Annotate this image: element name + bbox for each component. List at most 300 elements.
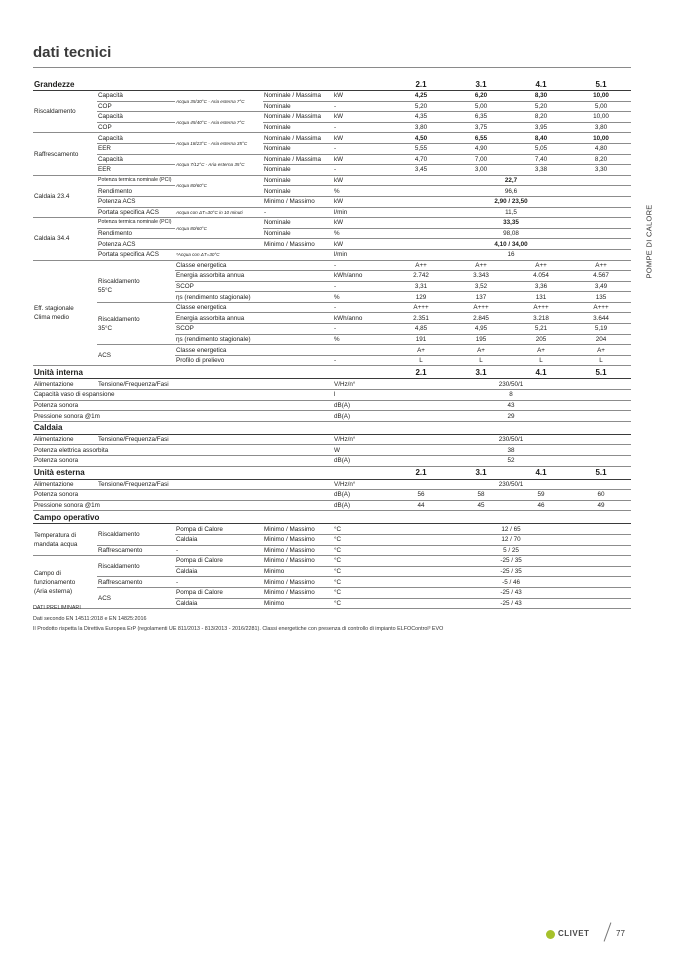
mode-label: Nominale xyxy=(263,228,333,239)
value-cell: 2.351 xyxy=(391,313,451,324)
sub-group-label xyxy=(97,302,175,344)
value-cell: A+ xyxy=(391,345,451,356)
value-cell: 3.218 xyxy=(511,313,571,324)
value-cell: 46 xyxy=(511,500,571,511)
param-label: COP xyxy=(97,101,175,112)
value-cell: 4,10 / 34,00 xyxy=(391,239,631,250)
value-cell: A++ xyxy=(511,260,571,271)
value-cell: 4,80 xyxy=(571,143,631,154)
table-row xyxy=(33,379,631,390)
unit-label: - xyxy=(333,143,391,154)
value-cell: 49 xyxy=(571,500,631,511)
value-cell: 5,00 xyxy=(451,101,511,112)
mode-label: Nominale / Massima xyxy=(263,112,333,123)
mode-label: Minimo / Massimo xyxy=(263,587,333,598)
value-cell: 3,80 xyxy=(391,122,451,133)
table-row xyxy=(33,186,631,197)
sub-label-line: Riscaldamento xyxy=(98,278,140,286)
mode-label: Nominale xyxy=(263,218,333,229)
unit-label: kW xyxy=(333,112,391,123)
table-row xyxy=(33,175,631,186)
value-cell: 3,75 xyxy=(451,122,511,133)
value-cell: -25 / 43 xyxy=(391,587,631,598)
value-cell: 131 xyxy=(511,292,571,303)
unit-label: - xyxy=(333,122,391,133)
table-row xyxy=(33,479,631,490)
table-row xyxy=(33,122,631,133)
value-cell: 44 xyxy=(391,500,451,511)
model-header: 5.1 xyxy=(571,366,631,379)
model-header: 3.1 xyxy=(451,466,511,479)
param-label: Caldaia xyxy=(175,566,263,577)
value-cell: 191 xyxy=(391,334,451,345)
value-cell: 4,85 xyxy=(391,324,451,335)
value-cell: 12 / 70 xyxy=(391,534,631,545)
test-condition: Acqua 35/30°C - Aria esterna 7°C xyxy=(175,91,263,112)
group-label-line: Clima medio xyxy=(34,313,69,321)
table-row xyxy=(33,112,631,123)
param-label: Tensione/Frequenza/Fasi xyxy=(97,434,333,445)
unit-label: V/Hz/n° xyxy=(333,434,391,445)
value-cell: 4,95 xyxy=(451,324,511,335)
value-cell: 10,00 xyxy=(571,91,631,102)
footnote: Dati secondo EN 14511:2018 e EN 14825:2016 xyxy=(33,615,147,622)
value-cell: 33,35 xyxy=(391,218,631,229)
footnote: Il Prodotto rispetta la Direttiva Europea ErP (regolamenti UE 811/2013 - 813/2013 - 2016/2281). Classi energetiche con presenza di controllo di impianto ELFOControl³ EVO xyxy=(33,626,444,632)
unit-label: °C xyxy=(333,587,391,598)
param-label: - xyxy=(175,577,263,588)
value-cell: 8,40 xyxy=(511,133,571,144)
row-group-label: Riscaldamento xyxy=(33,91,97,133)
param-label: ηs (rendimento stagionale) xyxy=(175,334,263,345)
param-label: Profilo di prelievo xyxy=(175,355,263,366)
value-cell: 58 xyxy=(451,490,511,501)
param-label: Tensione/Frequenza/Fasi xyxy=(97,379,333,390)
value-cell: 8 xyxy=(391,390,631,401)
param-label: Pressione sonora @1m xyxy=(33,500,333,511)
unit-label: °C xyxy=(333,566,391,577)
unit-label: kWh/anno xyxy=(333,271,391,282)
sub-group-label: Riscaldamento xyxy=(97,524,175,545)
table-header-row xyxy=(33,366,631,379)
value-cell: 60 xyxy=(571,490,631,501)
sub-group-label: Riscaldamento xyxy=(97,556,175,577)
param-label: Alimentazione xyxy=(33,434,97,445)
value-cell: 205 xyxy=(511,334,571,345)
test-condition: Acqua 18/23°C - Aria esterna 35°C xyxy=(175,133,263,154)
value-cell: 38 xyxy=(391,445,631,456)
sub-label-line: 55°C xyxy=(98,287,113,295)
spec-table xyxy=(33,78,631,609)
test-condition: Acqua 45/40°C - Aria esterna 7°C xyxy=(175,112,263,133)
table-row xyxy=(33,196,631,207)
unit-label: kW xyxy=(333,239,391,250)
value-cell: 135 xyxy=(571,292,631,303)
param-label: Rendimento xyxy=(97,228,175,239)
param-label: EER xyxy=(97,143,175,154)
value-cell: 3,52 xyxy=(451,281,511,292)
value-cell: 96,6 xyxy=(391,186,631,197)
unit-label: % xyxy=(333,186,391,197)
value-cell: 2,90 / 23,50 xyxy=(391,196,631,207)
value-cell: 59 xyxy=(511,490,571,501)
group-label-line: Eff. stagionale xyxy=(34,304,74,312)
mode-label: Minimo / Massimo xyxy=(263,239,333,250)
table-row xyxy=(33,165,631,176)
table-row xyxy=(33,260,631,271)
value-cell: A++ xyxy=(391,260,451,271)
value-cell: 4,50 xyxy=(391,133,451,144)
unit-label: °C xyxy=(333,524,391,535)
page-number: 77 xyxy=(616,929,625,938)
model-header: 5.1 xyxy=(571,78,631,91)
value-cell: 5,00 xyxy=(571,101,631,112)
group-label-line: (Aria esterna) xyxy=(34,587,73,595)
param-label: Energia assorbita annua xyxy=(175,313,263,324)
param-label: - xyxy=(175,545,263,556)
param-label: EER xyxy=(97,165,175,176)
sub-group-label: ACS xyxy=(97,345,175,366)
row-group-label: Raffrescamento xyxy=(33,133,97,175)
table-row xyxy=(33,434,631,445)
value-cell: 56 xyxy=(391,490,451,501)
value-cell: 3,45 xyxy=(391,165,451,176)
model-header: 2.1 xyxy=(391,466,451,479)
unit-label: V/Hz/n° xyxy=(333,479,391,490)
value-cell: A++ xyxy=(451,260,511,271)
value-cell: 204 xyxy=(571,334,631,345)
table-header-row xyxy=(33,421,631,434)
table-header-row xyxy=(33,511,631,524)
section-side-label: POMPE DI CALORE xyxy=(644,204,654,279)
empty-cell xyxy=(175,239,263,250)
value-cell: 6,20 xyxy=(451,91,511,102)
empty-cell xyxy=(263,324,333,335)
mode-label: Minimo / Massimo xyxy=(263,545,333,556)
param-label: Capacità xyxy=(97,154,175,165)
row-group-label xyxy=(33,260,97,366)
table-row xyxy=(33,400,631,411)
table-row xyxy=(33,500,631,511)
param-label: SCOP xyxy=(175,281,263,292)
group-label-line: Temperatura di xyxy=(34,531,76,539)
unit-label: kW xyxy=(333,175,391,186)
model-header: 3.1 xyxy=(451,366,511,379)
value-cell: 3,00 xyxy=(451,165,511,176)
table-row xyxy=(33,411,631,422)
section-heading: Caldaia xyxy=(33,421,631,434)
value-cell: 12 / 65 xyxy=(391,524,631,535)
unit-label: - xyxy=(333,101,391,112)
param-label: Classe energetica xyxy=(175,345,263,356)
value-cell: 52 xyxy=(391,456,631,467)
mode-label: Minimo / Massimo xyxy=(263,524,333,535)
value-cell: 7,00 xyxy=(451,154,511,165)
model-header: 4.1 xyxy=(511,366,571,379)
value-cell: 5,21 xyxy=(511,324,571,335)
table-row xyxy=(33,587,631,598)
group-label-line: Campo di xyxy=(34,569,61,577)
unit-label: l/min xyxy=(333,249,391,260)
unit-label: - xyxy=(333,355,391,366)
value-cell: A++ xyxy=(571,260,631,271)
value-cell: 7,40 xyxy=(511,154,571,165)
unit-label: V/Hz/n° xyxy=(333,379,391,390)
value-cell: 8,30 xyxy=(511,91,571,102)
model-header: 2.1 xyxy=(391,366,451,379)
unit-label: kW xyxy=(333,218,391,229)
value-cell: 6,35 xyxy=(451,112,511,123)
table-row xyxy=(33,556,631,567)
unit-label: dB(A) xyxy=(333,490,391,501)
model-header: 3.1 xyxy=(451,78,511,91)
value-cell: -25 / 43 xyxy=(391,598,631,609)
param-label: Rendimento xyxy=(97,186,175,197)
unit-label: - xyxy=(333,302,391,313)
value-cell: 3.644 xyxy=(571,313,631,324)
unit-label: °C xyxy=(333,577,391,588)
param-label: Pompa di Calore xyxy=(175,524,263,535)
test-condition: Acqua 7/12°C - Aria esterna 35°C xyxy=(175,154,263,175)
section-heading: Unità esterna xyxy=(33,466,391,479)
empty-cell xyxy=(263,271,333,282)
unit-label: % xyxy=(333,334,391,345)
param-label: Potenza ACS xyxy=(97,239,175,250)
unit-label: °C xyxy=(333,534,391,545)
test-condition: Acqua 80/60°C xyxy=(175,175,263,196)
empty-cell xyxy=(175,196,263,207)
param-label: Capacità vaso di espansione xyxy=(33,390,333,401)
value-cell: 230/50/1 xyxy=(391,379,631,390)
unit-label: kW xyxy=(333,154,391,165)
value-cell: 3,80 xyxy=(571,122,631,133)
model-header: 4.1 xyxy=(511,466,571,479)
table-row xyxy=(33,133,631,144)
value-cell: 98,08 xyxy=(391,228,631,239)
footnote: DATI PRELIMINARI xyxy=(33,605,81,611)
table-row xyxy=(33,390,631,401)
table-row xyxy=(33,302,631,313)
test-condition: Acqua 80/60°C xyxy=(175,218,263,239)
param-label: Potenza termica nominale (PCI) xyxy=(97,175,175,186)
mode-label: Minimo / Massimo xyxy=(263,196,333,207)
table-row xyxy=(33,218,631,229)
table-row xyxy=(33,271,631,282)
unit-label: kWh/anno xyxy=(333,313,391,324)
value-cell: A+ xyxy=(511,345,571,356)
empty-cell xyxy=(263,334,333,345)
unit-label: kW xyxy=(333,133,391,144)
value-cell: 4,35 xyxy=(391,112,451,123)
empty-cell xyxy=(263,260,333,271)
mode-label: Minimo / Massimo xyxy=(263,577,333,588)
mode-label: Nominale xyxy=(263,165,333,176)
value-cell: A+++ xyxy=(511,302,571,313)
mode-label: Nominale / Massima xyxy=(263,91,333,102)
value-cell: 2.742 xyxy=(391,271,451,282)
row-group-label: Caldaia 23.4 xyxy=(33,175,97,217)
table-row xyxy=(33,249,631,260)
value-cell: 16 xyxy=(391,249,631,260)
value-cell: L xyxy=(511,355,571,366)
value-cell: A+++ xyxy=(571,302,631,313)
value-cell: 43 xyxy=(391,400,631,411)
param-label: Capacità xyxy=(97,133,175,144)
param-label: Potenza sonora xyxy=(33,456,333,467)
value-cell: 10,00 xyxy=(571,112,631,123)
section-heading: Campo operativo xyxy=(33,511,631,524)
value-cell: 6,55 xyxy=(451,133,511,144)
empty-cell xyxy=(263,281,333,292)
value-cell: 5,20 xyxy=(391,101,451,112)
test-condition: Acqua con ΔT=30°C in 10 minuti xyxy=(175,207,263,218)
row-group-label: Caldaia 34.4 xyxy=(33,218,97,260)
value-cell: 22,7 xyxy=(391,175,631,186)
table-row xyxy=(33,545,631,556)
value-cell: -5 / 46 xyxy=(391,577,631,588)
logo-wordmark: CLIVET xyxy=(558,929,590,938)
unit-label: dB(A) xyxy=(333,456,391,467)
param-label: Portata specifica ACS xyxy=(97,207,175,218)
value-cell: 8,20 xyxy=(511,112,571,123)
param-label: Capacità xyxy=(97,91,175,102)
param-label: Classe energetica xyxy=(175,260,263,271)
mode-label: - xyxy=(263,207,333,218)
param-label: Alimentazione xyxy=(33,379,97,390)
empty-cell xyxy=(333,345,391,356)
value-cell: A+ xyxy=(571,345,631,356)
table-row xyxy=(33,445,631,456)
param-label: Potenza ACS xyxy=(97,196,175,207)
mode-label: Minimo xyxy=(263,566,333,577)
empty-cell xyxy=(263,313,333,324)
logo-mark-icon xyxy=(546,930,555,939)
param-label: SCOP xyxy=(175,324,263,335)
empty-cell xyxy=(263,302,333,313)
value-cell: L xyxy=(391,355,451,366)
empty-cell xyxy=(97,260,175,271)
value-cell: A+++ xyxy=(451,302,511,313)
param-label: ηs (rendimento stagionale) xyxy=(175,292,263,303)
mode-label: Minimo xyxy=(263,598,333,609)
mode-label: Nominale xyxy=(263,143,333,154)
value-cell: 3,31 xyxy=(391,281,451,292)
table-row xyxy=(33,577,631,588)
sub-group-label xyxy=(97,271,175,303)
param-label: Pompa di Calore xyxy=(175,556,263,567)
table-row xyxy=(33,207,631,218)
mode-label: Nominale xyxy=(263,186,333,197)
mode-label: Nominale xyxy=(263,101,333,112)
table-row xyxy=(33,154,631,165)
empty-cell xyxy=(263,292,333,303)
table-row xyxy=(33,91,631,102)
group-label-line: mandata acqua xyxy=(34,540,78,548)
param-label: Potenza sonora xyxy=(33,400,333,411)
value-cell: 129 xyxy=(391,292,451,303)
param-label: Caldaia xyxy=(175,534,263,545)
section-heading: Grandezze xyxy=(33,78,391,91)
unit-label: dB(A) xyxy=(333,411,391,422)
value-cell: 5,19 xyxy=(571,324,631,335)
param-label: Caldaia xyxy=(175,598,263,609)
value-cell: 4.567 xyxy=(571,271,631,282)
table-row xyxy=(33,345,631,356)
value-cell: 3,49 xyxy=(571,281,631,292)
param-label: Pressione sonora @1m xyxy=(33,411,333,422)
value-cell: 230/50/1 xyxy=(391,434,631,445)
unit-label: kW xyxy=(333,196,391,207)
value-cell: 10,00 xyxy=(571,133,631,144)
table-row xyxy=(33,143,631,154)
table-row xyxy=(33,239,631,250)
value-cell: -25 / 35 xyxy=(391,556,631,567)
table-row xyxy=(33,228,631,239)
mode-label: Minimo / Massimo xyxy=(263,556,333,567)
table-row xyxy=(33,524,631,535)
value-cell: A+++ xyxy=(391,302,451,313)
unit-label: dB(A) xyxy=(333,400,391,411)
mode-label: Minimo / Massimo xyxy=(263,534,333,545)
empty-cell xyxy=(263,249,333,260)
model-header: 4.1 xyxy=(511,78,571,91)
value-cell: 29 xyxy=(391,411,631,422)
title-divider xyxy=(33,67,631,68)
unit-label: - xyxy=(333,281,391,292)
value-cell: 4.054 xyxy=(511,271,571,282)
value-cell: 5,55 xyxy=(391,143,451,154)
value-cell: L xyxy=(571,355,631,366)
param-label: Potenza sonora xyxy=(33,490,333,501)
value-cell: 137 xyxy=(451,292,511,303)
value-cell: 3.343 xyxy=(451,271,511,282)
value-cell: 4,25 xyxy=(391,91,451,102)
mode-label: Nominale / Massima xyxy=(263,154,333,165)
param-label: Potenza termica nominale (PCI) xyxy=(97,218,175,229)
value-cell: L xyxy=(451,355,511,366)
page-title: dati tecnici xyxy=(33,44,112,61)
unit-label: % xyxy=(333,228,391,239)
table-row xyxy=(33,490,631,501)
unit-label: W xyxy=(333,445,391,456)
param-label: COP xyxy=(97,122,175,133)
value-cell: 230/50/1 xyxy=(391,479,631,490)
row-group-label xyxy=(33,556,97,609)
sub-label-line: 35°C xyxy=(98,324,113,332)
row-group-label xyxy=(33,524,97,556)
param-label: Classe energetica xyxy=(175,302,263,313)
empty-cell xyxy=(263,355,333,366)
unit-label: kW xyxy=(333,91,391,102)
value-cell: 5,20 xyxy=(511,101,571,112)
unit-label: - xyxy=(333,324,391,335)
param-label: Alimentazione xyxy=(33,479,97,490)
value-cell: 3,95 xyxy=(511,122,571,133)
param-label: Portata specifica ACS xyxy=(97,249,175,260)
param-label: Tensione/Frequenza/Fasi xyxy=(97,479,333,490)
model-header: 5.1 xyxy=(571,466,631,479)
param-label: Energia assorbita annua xyxy=(175,271,263,282)
sub-group-label: ACS xyxy=(97,587,175,608)
test-condition: *Acqua con ΔT=30°C xyxy=(175,249,263,260)
value-cell: 45 xyxy=(451,500,511,511)
value-cell: 4,70 xyxy=(391,154,451,165)
empty-cell xyxy=(263,345,333,356)
mode-label: Nominale / Massima xyxy=(263,133,333,144)
value-cell: 3,30 xyxy=(571,165,631,176)
value-cell: A+ xyxy=(451,345,511,356)
unit-label: l/min xyxy=(333,207,391,218)
